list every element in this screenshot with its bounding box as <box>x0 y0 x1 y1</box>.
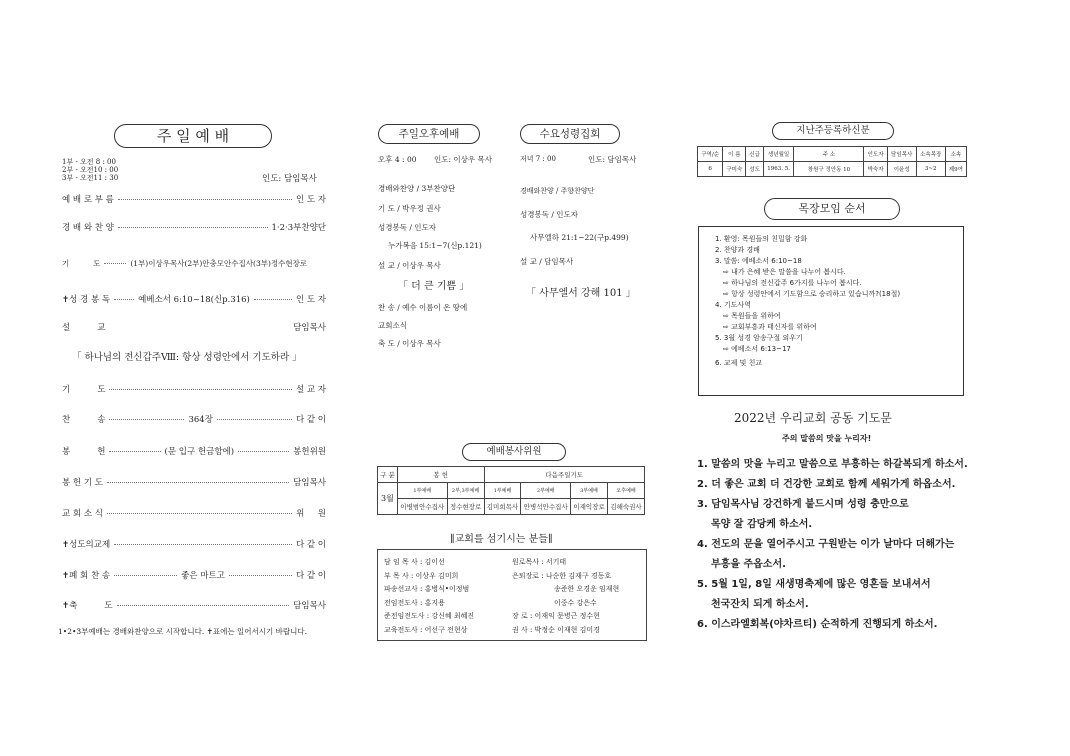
prayer-line: 4. 전도의 문을 열어주시고 구원받는 이가 날마다 더해가는 <box>697 539 955 550</box>
table-cell: 1부예배 <box>484 483 521 499</box>
prayer-line: 천국잔치 되게 하소서. <box>711 599 809 610</box>
order-row: ✝성도의교제 다 같 이 <box>62 540 326 550</box>
order-row: 찬 송 364장 다 같 이 <box>62 415 326 425</box>
list-item: ⇨ 에베소서 6:13~17 <box>723 345 791 353</box>
servant-line: 송준한 오경운 임재현 <box>554 585 620 593</box>
table-cell: 김해숙권사 <box>608 499 645 515</box>
order-row: 봉 헌 (문 입구 헌금함에) 봉헌위원 <box>62 447 327 457</box>
list-item: 5. 3월 성경 암송구절 외우기 <box>715 334 803 342</box>
order-row: ✝성 경 봉 독 예베소서 6:10~18(신p.316) 인 도 자 <box>62 295 326 305</box>
wednesday-line: 경배와찬양 / 주향찬양단 <box>520 187 595 195</box>
prayer-list <box>697 458 968 632</box>
table-row <box>378 483 645 499</box>
table-cell: 주 소 <box>794 147 864 162</box>
list-item: 2. 찬양과 경배 <box>715 246 760 254</box>
list-item: ⇨ 하나님의 전신갑주 6가지를 나누어 봅시다. <box>723 279 862 287</box>
afternoon-sermon: 「 더 큰 기쁨 」 <box>398 281 470 292</box>
order-row: 기 도 설 교 자 <box>62 385 326 395</box>
volunteers-table <box>377 466 645 515</box>
wednesday-service-title: 수요성령집회 <box>520 124 620 144</box>
cell-meeting-list <box>715 234 900 369</box>
servant-line: 은퇴장로 : 나순한 김재구 경동호 <box>512 571 612 580</box>
afternoon-service-title: 주일오후예배 <box>378 124 480 144</box>
afternoon-presider: 인도: 이상우 목사 <box>434 155 493 164</box>
order-row: 봉 헌 기 도 담임목사 <box>62 478 326 488</box>
prayer-title: 2022년 우리교회 공동 기도문 <box>734 411 892 425</box>
wednesday-line: 사무엘하 21:1~22(구p.499) <box>530 233 629 242</box>
order-row: ✝축 도 담임목사 <box>62 601 326 611</box>
list-item: ⇨ 목원들을 위하여 <box>723 312 781 320</box>
table-cell: 김미희목사 <box>484 499 521 515</box>
prayer-line: 5. 5월 1일, 8일 새생명축제에 많은 영혼들 보내셔서 <box>697 579 931 590</box>
newcomer-title: 지난주등록하신분 <box>772 122 894 140</box>
table-cell: 생년월일 <box>763 147 794 162</box>
table-cell: 6 <box>698 162 723 177</box>
order-row: 기 도 (1부)이상우목사(2부)안충모안수집사(3부)정수현장로 <box>62 258 308 268</box>
table-cell: 박숙자 <box>864 162 887 177</box>
table-cell: 제9여 <box>945 162 966 177</box>
footnote: 1•2•3부예배는 경배와찬양으로 시작합니다. ✝표에는 일어서시기 바랍니다. <box>58 627 307 636</box>
wednesday-sermon: 「 사무엘서 강해 101 」 <box>526 288 636 299</box>
time-3: 3부 - 오전11 : 30 <box>62 174 119 182</box>
table-cell: 이 름 <box>723 147 746 162</box>
servant-line: 장 로 : 이재익 문병근 정수현 <box>512 612 600 620</box>
table-cell: 1963. 5. <box>763 162 794 177</box>
list-item: 6. 교제 및 친교 <box>715 359 763 367</box>
newcomer-table <box>697 146 967 177</box>
servant-line: 파송선교사 : 홍병식•이정범 <box>384 585 470 593</box>
table-cell: 성도 <box>746 162 763 177</box>
list-item: ⇨ 항상 성령안에서 기도함으로 승리하고 있습니까?(18절) <box>723 290 901 298</box>
servant-line: 권 사 : 박정순 이재현 김미경 <box>512 625 600 634</box>
table-cell: 인도자 <box>864 147 887 162</box>
servant-line: 교육전도사 : 어선구 전현상 <box>384 625 468 634</box>
servants-left <box>384 556 474 637</box>
wednesday-line: 설 교 / 담임목사 <box>520 257 574 266</box>
table-cell: 정수현장로 <box>447 499 484 515</box>
table-row <box>378 467 645 483</box>
table-cell: 구 분 <box>378 467 398 483</box>
table-cell: 구역/순 <box>698 147 723 162</box>
servants-title: ∥교회를 섬기시는 분들∥ <box>450 534 553 545</box>
list-item: 4. 기도사역 <box>715 301 751 309</box>
table-cell: 신급 <box>746 147 763 162</box>
servant-line: 담 임 목 사 : 김이선 <box>384 558 445 566</box>
table-cell: 3~2 <box>916 162 945 177</box>
table-row <box>698 147 967 162</box>
table-cell: 소속목장 <box>916 147 945 162</box>
list-item: 1. 환영: 목원들의 친밀함 강화 <box>715 235 808 243</box>
afternoon-line: 경배와찬양 / 3부찬양단 <box>378 184 456 193</box>
table-cell: 2부,3부예배 <box>447 483 484 499</box>
prayer-line: 6. 이스라엘회복(야차르티) 순적하게 진행되게 하소서. <box>697 619 938 630</box>
afternoon-line: 설 교 / 이상우 목사 <box>378 261 441 270</box>
prayer-line: 3. 담임목사님 강건하게 붙드시며 성령 충만으로 <box>697 499 909 510</box>
wednesday-line: 성경봉독 / 인도자 <box>520 210 579 219</box>
table-cell: 구미숙 <box>723 162 746 177</box>
order-row: ✝폐 회 찬 송 좋은 마트고 다 같 이 <box>62 571 327 581</box>
order-row: 예 배 로 부 름 인 도 자 <box>62 195 326 205</box>
table-cell: 소속 <box>945 147 966 162</box>
prayer-line: 1. 말씀의 맛을 누리고 말씀으로 부흥하는 하갈복되게 하소서. <box>697 459 968 470</box>
table-row <box>378 499 645 515</box>
table-cell: 3부예배 <box>571 483 608 499</box>
prayer-line: 부흥을 주옵소서. <box>711 559 786 570</box>
time-2: 2부 - 오전10 : 00 <box>62 166 119 174</box>
list-item: 3. 말씀: 에베소서 6:10~18 <box>715 257 802 265</box>
prayer-line: 2. 더 좋은 교회 더 건강한 교회로 함께 세워가게 하옵소서. <box>697 479 956 490</box>
afternoon-line: 기 도 / 박우정 권사 <box>378 204 441 213</box>
table-row <box>698 162 967 177</box>
servant-line: 이중수 강은수 <box>554 598 597 607</box>
table-cell: 3월 <box>378 483 398 515</box>
table-cell: 이재익장로 <box>571 499 608 515</box>
order-row: 경 배 와 찬 양 1·2·3부찬양단 <box>62 223 326 233</box>
table-cell: 2부예배 <box>521 483 571 499</box>
servants-right <box>512 556 619 637</box>
afternoon-line: 찬 송 / 예수 이름이 온 땅에 <box>378 303 468 312</box>
table-cell: 다음주일기도 <box>484 467 645 483</box>
table-cell: 봉 헌 <box>397 467 484 483</box>
table-cell: 안병석안수집사 <box>521 499 571 515</box>
list-item: ⇨ 교회부흥과 태신자를 위하여 <box>723 323 817 331</box>
afternoon-time: 오후 4 : 00 <box>378 155 417 164</box>
order-row: 교 회 소 식 위 원 <box>62 509 326 519</box>
order-row: 설 교 담임목사 <box>62 323 326 333</box>
table-cell: 이병범안수집사 <box>397 499 447 515</box>
wednesday-time: 저녁 7 : 00 <box>520 155 556 163</box>
afternoon-line: 교회소식 <box>378 321 407 330</box>
afternoon-line: 누가복음 15:1~7(신p.121) <box>388 241 482 250</box>
cell-meeting-title: 목장모임 순서 <box>764 198 900 220</box>
list-item: ⇨ 내가 은혜 받은 말씀을 나누어 봅시다. <box>723 268 846 276</box>
sunday-presider: 인도: 담임목사 <box>262 174 317 184</box>
table-cell: 오후예배 <box>608 483 645 499</box>
time-1: 1부 - 오전 8 : 00 <box>62 158 116 166</box>
prayer-line: 목양 잘 감당케 하소서. <box>711 519 813 530</box>
servant-line: 전임전도사 : 홍지용 <box>384 598 445 607</box>
prayer-subtitle: 주의 말씀의 맛을 누리자! <box>782 434 872 443</box>
table-cell: 담임목사 <box>887 147 916 162</box>
volunteers-title: 예배봉사위원 <box>462 443 566 461</box>
table-cell: 창원구 정안동 10 <box>794 162 864 177</box>
servant-line: 원로목사 : 서기태 <box>512 558 567 566</box>
sunday-service-title: 주 일 예 배 <box>114 124 272 148</box>
servant-line: 준전임전도사 : 강신혜 최혜진 <box>384 612 475 620</box>
afternoon-line: 성경봉독 / 인도자 <box>378 223 437 232</box>
afternoon-line: 축 도 / 이상우 목사 <box>378 339 441 348</box>
servant-line: 부 목 사 : 이상우 김미희 <box>384 571 459 580</box>
service-times <box>62 158 118 182</box>
sermon-title: 「 하나님의 전신갑주Ⅷ: 항상 성령안에서 기도하라 」 <box>72 352 302 363</box>
wednesday-presider: 인도: 담임목사 <box>588 155 637 164</box>
table-cell: 이윤성 <box>887 162 916 177</box>
table-cell: 1부예배 <box>397 483 447 499</box>
